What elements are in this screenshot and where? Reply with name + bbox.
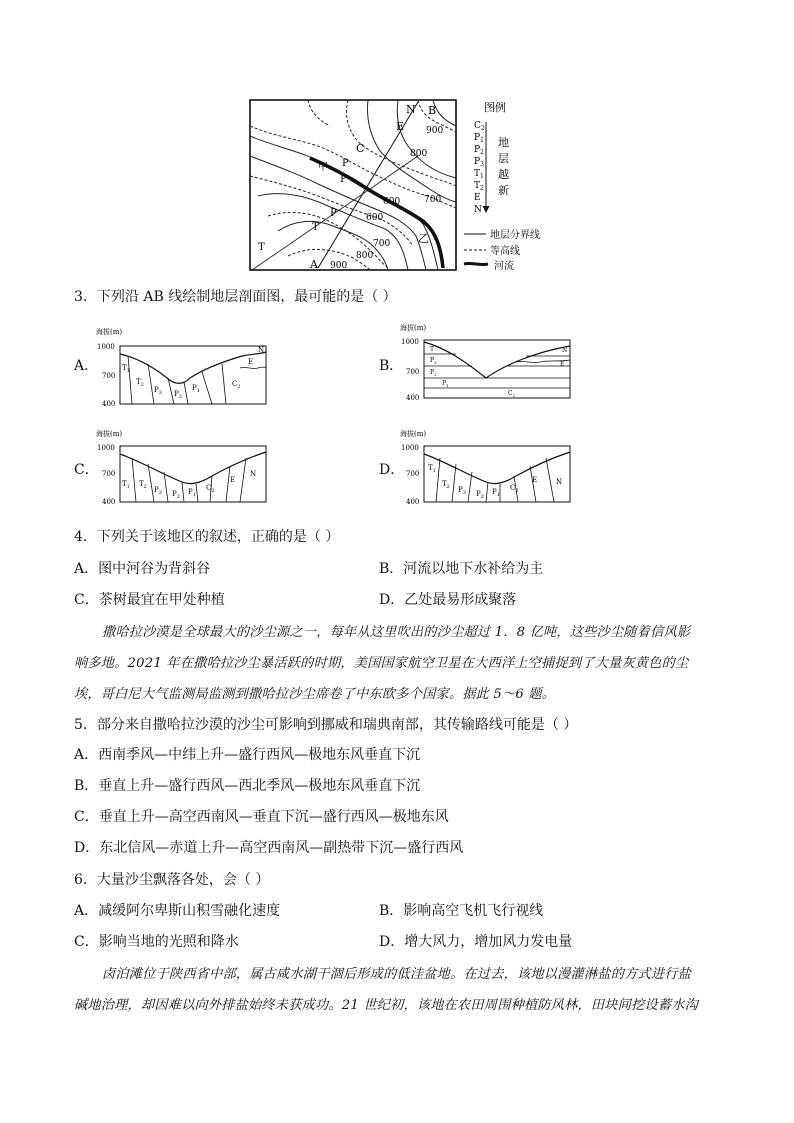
legend-river-symbol (464, 263, 488, 264)
svg-text:P2: $P_2$ (172, 490, 180, 500)
profile-c-surface (120, 452, 266, 484)
svg-text:P3: $P_3$ (154, 486, 162, 496)
map-contour-600-right: 600 (383, 197, 401, 207)
profile-c-tick-700: 700 (102, 470, 116, 478)
legend-strata-column (474, 121, 485, 215)
map-contour-600-left: 600 (366, 213, 384, 223)
map-label-e: E (396, 120, 405, 133)
map-label-c2: C (356, 142, 365, 155)
svg-text:P1: $P_1$ (192, 384, 200, 394)
legend-river-label: 河流 (494, 261, 514, 272)
profile-c-unit-labels (122, 470, 256, 500)
legend-age-1: 地 (498, 136, 509, 149)
profile-a-wavy-layer (240, 367, 266, 369)
profile-b-surface (424, 342, 570, 378)
legend-boundary-label: 地层分界线 (490, 230, 540, 241)
map-label-yi: 乙 (418, 232, 429, 245)
legend-contour-label: 等高线 (490, 246, 520, 257)
geologic-map-figure (248, 96, 548, 276)
profile-b-tick-400: 400 (406, 394, 420, 402)
q6-option-b[interactable]: B．影响高空飞机飞行视线 (379, 903, 544, 919)
q4-option-b[interactable]: B．河流以地下水补给为主 (379, 561, 544, 577)
profile-a-tick-1000: 1000 (97, 343, 115, 351)
map-label-a: A (310, 258, 318, 271)
legend-arrowhead-icon (483, 206, 490, 213)
q3-option-c-profile[interactable] (92, 428, 272, 512)
legend-stratum-t1: $T_1$ (474, 169, 484, 180)
legend-stratum-c2: $C_2$ (474, 121, 485, 132)
q3-option-a-letter[interactable]: A． (74, 358, 99, 374)
map-label-p3: P (330, 208, 337, 219)
legend-age-3: 越 (498, 168, 509, 181)
q5-option-c[interactable]: C．垂直上升—高空西南风—垂直下沉—盛行西风—极地东风 (74, 809, 449, 825)
map-label-n: N (406, 103, 416, 116)
svg-text:P1: $P_1$ (492, 488, 500, 498)
legend-stratum-n: N (474, 205, 482, 215)
svg-text:E: E (230, 476, 236, 484)
map-label-p-upper: P (342, 158, 349, 169)
q6-option-d[interactable]: D．增大风力，增加风力发电量 (379, 934, 573, 950)
passage-lubotan-line-2: 碱地治理，却因难以向外排盐始终未获成功。21 世纪初，该地在农田周围种植防风林，田块间挖设蓄水沟 (74, 998, 699, 1013)
profile-b-tick-1000: 1000 (401, 338, 419, 346)
passage-sahara-line-3: 埃，哥白尼大气监测局监测到撒哈拉沙尘席卷了中东欧多个国家。据此 5～6 题。 (74, 687, 556, 702)
legend-stratum-p3: $P_3$ (474, 157, 484, 168)
svg-text:T1: $T_1$ (122, 480, 130, 490)
legend-stratum-t2: $T_2$ (474, 181, 484, 192)
q5-option-a[interactable]: A．西南季风—中纬上升—盛行西风—极地东风垂直下沉 (74, 747, 421, 763)
profile-b-ylabel: 海拔(m) (400, 324, 427, 332)
svg-text:T1: $T_1$ (428, 464, 436, 474)
q3-option-b-letter[interactable]: B． (379, 358, 404, 374)
map-contour-700-bottom: 700 (373, 239, 391, 249)
svg-text:E: E (532, 476, 538, 484)
q3-option-a-profile[interactable] (92, 326, 272, 410)
map-label-t2: T (312, 222, 319, 233)
svg-text:P3: $P_3$ (154, 386, 162, 396)
profile-d-unit-labels (428, 464, 562, 500)
svg-text:C2: $C_2$ (510, 484, 519, 494)
q3-stem: 3．下列沿 AB 线绘制地层剖面图，最可能的是（ ） (74, 289, 397, 305)
q5-option-b[interactable]: B．垂直上升—盛行西风—西北季风—极地东风垂直下沉 (74, 778, 421, 794)
profile-d-tick-700: 700 (406, 470, 420, 478)
svg-text:N: N (556, 478, 563, 486)
svg-text:T2: $T_2$ (442, 480, 450, 490)
svg-text:C2: $C_2$ (206, 484, 215, 494)
map-contour-900-top: 900 (426, 126, 444, 136)
q3-option-d-letter[interactable]: D． (379, 462, 405, 478)
profile-d-tick-400: 400 (406, 498, 420, 506)
svg-text:N: N (562, 347, 568, 354)
profile-a-unit-labels (122, 346, 264, 400)
q4-stem: 4．下列关于该地区的叙述，正确的是（ ） (74, 529, 340, 545)
q6-option-a[interactable]: A．减缓阿尔卑斯山积雪融化速度 (74, 903, 281, 919)
profile-a-tick-400: 400 (102, 400, 116, 408)
svg-text:T1: $T_1$ (122, 364, 130, 374)
map-label-t1: T (258, 242, 265, 253)
map-label-b: B (428, 104, 437, 117)
map-contour-800-top: 800 (410, 149, 428, 159)
profile-c-tick-400: 400 (102, 498, 116, 506)
q5-stem: 5．部分来自撒哈拉沙漠的沙尘可影响到挪威和瑞典南部，其传输路线可能是（ ） (74, 717, 578, 733)
map-label-p-mid: P (340, 174, 347, 185)
q3-option-b-profile[interactable] (396, 322, 576, 406)
passage-lubotan-line-1: 卤泊滩位于陕西省中部，属古咸水湖干涸后形成的低洼盆地。在过去，该地以漫灌淋盐的方式进行盐 (102, 967, 692, 982)
svg-text:T2: $T_2$ (136, 378, 144, 388)
svg-text:P2: $P_2$ (430, 369, 437, 377)
svg-text:P1: $P_1$ (188, 488, 196, 498)
map-contour-700-right: 700 (424, 195, 442, 205)
q6-stem: 6．大量沙尘飘落各处，会（ ） (74, 872, 270, 888)
map-contour-800-bottom: 800 (356, 251, 374, 261)
passage-sahara-line-2: 响多地。2021 年在撒哈拉沙尘暴活跃的时期，美国国家航空卫星在大西洋上空捕捉到了大量灰黄色的尘 (74, 656, 689, 671)
profile-c-tick-1000: 1000 (97, 444, 115, 452)
svg-text:E: E (560, 361, 565, 368)
q5-option-d[interactable]: D．东北信风—赤道上升—高空西南风—副热带下沉—盛行西风 (74, 840, 464, 856)
q3-option-d-profile[interactable] (396, 428, 576, 512)
svg-text:P2: $P_2$ (174, 390, 182, 400)
q4-option-d[interactable]: D．乙处最易形成聚落 (379, 592, 517, 608)
profile-a-frame (120, 346, 266, 404)
legend-age-4: 新 (498, 184, 509, 197)
legend-stratum-p2: $P_2$ (474, 145, 484, 156)
svg-text:N: N (250, 470, 257, 478)
map-label-jia: 甲 (318, 162, 328, 173)
profile-d-tick-1000: 1000 (401, 444, 419, 452)
svg-text:P2: $P_2$ (476, 490, 484, 500)
svg-text:P1: $P_1$ (442, 380, 449, 388)
profile-b-tick-700: 700 (406, 368, 420, 376)
q6-option-c[interactable]: C．影响当地的光照和降水 (74, 934, 239, 950)
legend-stratum-e: E (474, 193, 481, 203)
svg-text:P3: $P_3$ (430, 357, 437, 365)
svg-text:T: T (430, 346, 435, 353)
svg-text:N: N (258, 346, 265, 354)
profile-a-tick-700: 700 (102, 372, 116, 380)
q4-option-c[interactable]: C．茶树最宜在甲处种植 (74, 592, 225, 608)
svg-text:P3: $P_3$ (458, 486, 466, 496)
svg-text:E: E (248, 358, 254, 366)
legend-stratum-p1: $P_1$ (474, 133, 484, 144)
profile-d-ylabel: 海拔(m) (400, 430, 427, 438)
map-contour-900-bottom: 900 (330, 261, 348, 271)
svg-text:C2: $C_2$ (232, 380, 241, 390)
legend-age-2: 层 (498, 152, 509, 165)
q3-option-c-letter[interactable]: C． (74, 462, 99, 478)
legend-title: 图例 (484, 101, 506, 114)
profile-b-frame (424, 340, 570, 398)
profile-c-ylabel: 海拔(m) (96, 430, 123, 438)
profile-a-ylabel: 海拔(m) (96, 328, 123, 336)
q4-option-a[interactable]: A．图中河谷为背斜谷 (74, 561, 211, 577)
svg-text:T2: $T_2$ (139, 480, 147, 490)
passage-sahara-line-1: 撒哈拉沙漠是全球最大的沙尘源之一，每年从这里吹出的沙尘超过 1．8 亿吨，这些沙尘随着信风影 (102, 625, 691, 640)
svg-text:C2: $C_2$ (508, 390, 516, 398)
